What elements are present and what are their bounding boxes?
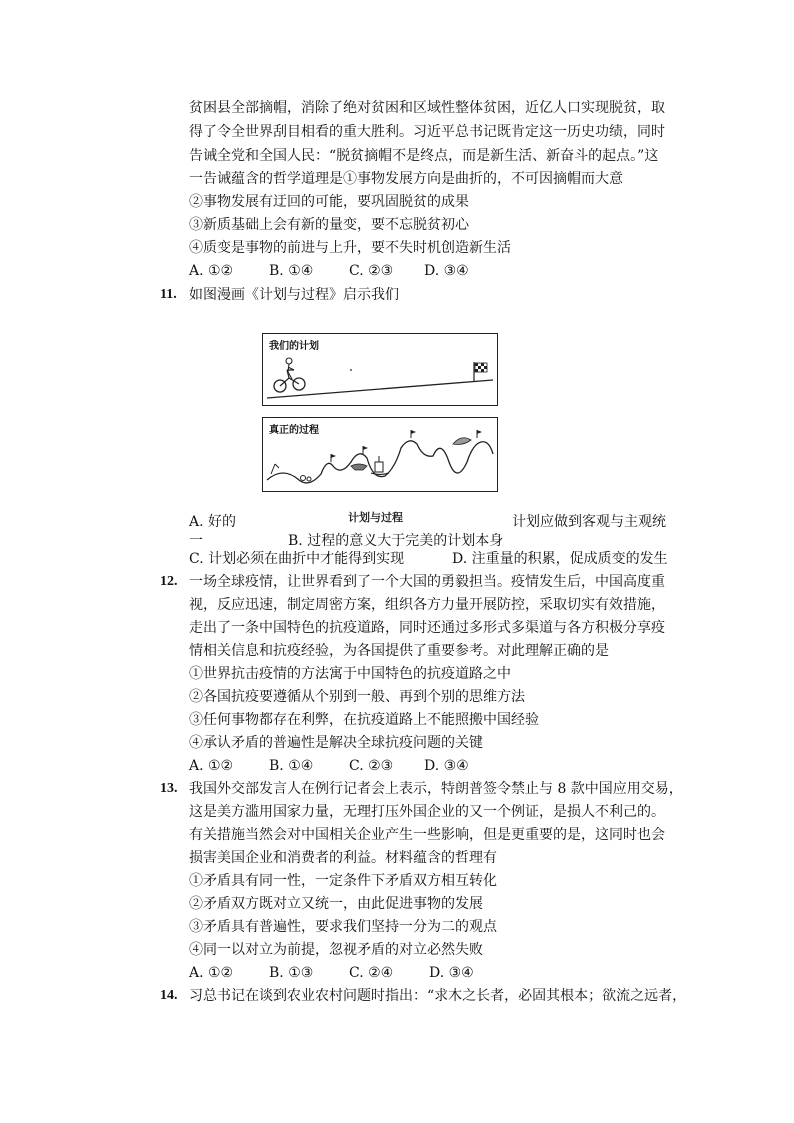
q12-item-3: ③任何事物都存在利弊，在抗疫道路上不能照搬中国经验	[189, 712, 539, 728]
q13-item-2: ②矛盾双方既对立又统一，由此促进事物的发展	[189, 896, 483, 912]
q10-item-2: ②事物发展有迂回的可能，要巩固脱贫的成果	[189, 194, 469, 210]
q10-line-4: 一告诫蕴含的哲学道理是①事物发展方向是曲折的，不可因摘帽而大意	[189, 171, 623, 187]
process-illustration	[263, 418, 497, 491]
q13-option-d[interactable]: D. ③④	[429, 965, 474, 981]
q11-option-d[interactable]: D. 注重量的积累，促成质变的发生	[452, 551, 668, 567]
q12-options	[189, 755, 469, 777]
q12-line-4: 情相关信息和抗疫经验，为各国提供了重要参考。对此理解正确的是	[189, 643, 609, 659]
q10-options	[189, 260, 469, 282]
q11-option-a-end: 计划应做到客观与主观统	[512, 514, 666, 530]
process-panel-title: 真正的过程	[269, 425, 319, 436]
q10-line-1: 贫困县全部摘帽，消除了绝对贫困和区域性整体贫困，近亿人口实现脱贫，取	[189, 100, 665, 116]
q13-option-a[interactable]: A. ①②	[189, 965, 234, 981]
q10-option-a[interactable]: A. ①②	[189, 263, 234, 279]
q13-option-b[interactable]: B. ①③	[269, 965, 314, 981]
q12-line-1: 一场全球疫情，让世界看到了一个大国的勇毅担当。疫情发生后，中国高度重	[189, 574, 665, 590]
q10-option-c[interactable]: C. ②③	[349, 263, 394, 279]
q13-number: 13.	[160, 781, 178, 796]
q11-option-c[interactable]: C. 计划必须在曲折中才能得到实现	[189, 551, 405, 567]
q12-item-4: ④承认矛盾的普遍性是解决全球抗疫问题的关键	[189, 735, 483, 751]
q13-line-3: 有关措施当然会对中国相关企业产生一些影响，但是更重要的是，这同时也会	[189, 827, 665, 843]
q10-line-2: 得了令全世界刮目相看的重大胜利。习近平总书记既肯定这一历史功绩，同时	[189, 124, 665, 140]
q12-number: 12.	[160, 574, 178, 589]
q12-option-c[interactable]: C. ②③	[349, 758, 394, 774]
figure-caption: 计划与过程	[348, 511, 403, 524]
q13-line-4: 损害美国企业和消费者的利益。材料蕴含的哲理有	[189, 850, 497, 866]
q11-stem: 如图漫画《计划与过程》启示我们	[189, 287, 399, 303]
q14-number: 14.	[160, 988, 178, 1003]
process-panel	[262, 417, 498, 492]
plan-illustration	[263, 334, 497, 405]
cartoon-figure	[262, 333, 498, 533]
q11-number: 11.	[160, 287, 177, 302]
q13-line-2: 这是美方滥用国家力量，无理打压外国企业的又一个例证，是损人不利己的。	[189, 804, 665, 820]
q14-line-1: 习总书记在谈到农业农村问题时指出：“求木之长者，必固其根本；欲流之远者，	[189, 988, 687, 1004]
q11-option-a[interactable]: A. 好的	[189, 514, 237, 530]
q10-option-b[interactable]: B. ①④	[269, 263, 314, 279]
q13-item-1: ①矛盾具有同一性，一定条件下矛盾双方相互转化	[189, 873, 497, 889]
q12-item-1: ①世界抗击疫情的方法寓于中国特色的抗疫道路之中	[189, 666, 511, 682]
q12-option-d[interactable]: D. ③④	[424, 758, 469, 774]
q12-option-b[interactable]: B. ①④	[269, 758, 314, 774]
q11-option-a-cont: 一	[189, 533, 203, 549]
q10-option-d[interactable]: D. ③④	[424, 263, 469, 279]
q13-option-c[interactable]: C. ②④	[349, 965, 394, 981]
q13-line-1: 我国外交部发言人在例行记者会上表示，特朗普签令禁止与 8 款中国应用交易，	[189, 781, 683, 797]
q13-item-3: ③矛盾具有普遍性，要求我们坚持一分为二的观点	[189, 919, 497, 935]
q10-item-3: ③新质基础上会有新的量变，要不忘脱贫初心	[189, 217, 469, 233]
q10-item-4: ④质变是事物的前进与上升，要不失时机创造新生活	[189, 240, 511, 256]
q11-option-b[interactable]: B. 过程的意义大于完美的计划本身	[288, 533, 504, 549]
q12-line-3: 走出了一条中国特色的抗疫道路，同时还通过多形式多渠道与各方积极分享疫	[189, 620, 665, 636]
q12-option-a[interactable]: A. ①②	[189, 758, 234, 774]
q12-line-2: 视，反应迅速，制定周密方案，组织各方力量开展防控，采取切实有效措施，	[189, 597, 665, 613]
q13-item-4: ④同一以对立为前提，忽视矛盾的对立必然失败	[189, 942, 483, 958]
q13-options	[189, 962, 474, 984]
plan-panel-title: 我们的计划	[269, 341, 319, 352]
q10-line-3: 告诫全党和全国人民：“脱贫摘帽不是终点，而是新生活、新奋斗的起点。”这	[189, 148, 659, 164]
q12-item-2: ②各国抗疫要遵循从个别到一般、再到个别的思维方法	[189, 689, 525, 705]
plan-panel	[262, 333, 498, 406]
